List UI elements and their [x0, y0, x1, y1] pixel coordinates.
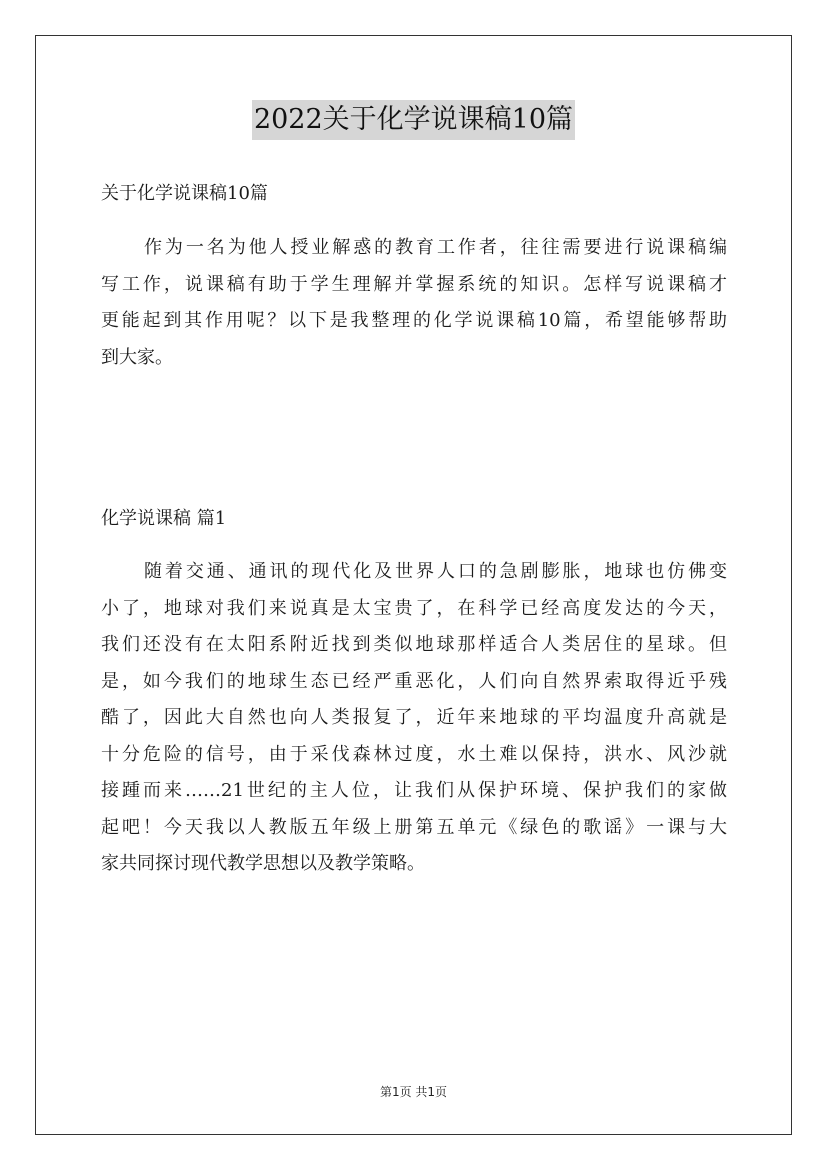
- document-subtitle: 关于化学说课稿10篇: [101, 183, 268, 204]
- section-line: 小了，地球对我们来说真是太宝贵了，在科学已经高度发达的今天，: [101, 597, 727, 619]
- section-line: 是，如今我们的地球生态已经严重恶化，人们向自然界索取得近乎残: [101, 670, 727, 692]
- title-container: [0, 100, 827, 140]
- intro-line: 作为一名为他人授业解惑的教育工作者，往往需要进行说课稿编: [144, 237, 727, 258]
- page-footer: 第1页 共1页: [379, 1085, 448, 1099]
- document-title: 2022关于化学说课稿10篇: [252, 100, 575, 140]
- intro-line: 写工作，说课稿有助于学生理解并掌握系统的知识。怎样写说课稿才: [101, 273, 727, 295]
- section-line: 家共同探讨现代教学思想以及教学策略。: [101, 853, 425, 874]
- intro-line: 到大家。: [101, 346, 173, 368]
- section-line: 我们还没有在太阳系附近找到类似地球那样适合人类居住的星球。但: [101, 634, 727, 655]
- section-line: 酷了，因此大自然也向人类报复了，近年来地球的平均温度升高就是: [101, 707, 727, 728]
- intro-line: 更能起到其作用呢？以下是我整理的化学说课稿10篇，希望能够帮助: [101, 310, 727, 331]
- section-line: 十分危险的信号，由于采伐森林过度，水土难以保持，洪水、风沙就: [101, 743, 727, 765]
- section-line: 随着交通、通讯的现代化及世界人口的急剧膨胀，地球也仿佛变: [144, 561, 727, 582]
- intro-paragraph: [101, 230, 727, 376]
- section-line: 接踵而来……21世纪的主人位，让我们从保护环境、保护我们的家做: [101, 780, 727, 801]
- section-paragraph: [101, 554, 727, 883]
- section-heading: 化学说课稿 篇1: [101, 508, 227, 529]
- section-line: 起吧！今天我以人教版五年级上册第五单元《绿色的歌谣》一课与大: [101, 816, 727, 838]
